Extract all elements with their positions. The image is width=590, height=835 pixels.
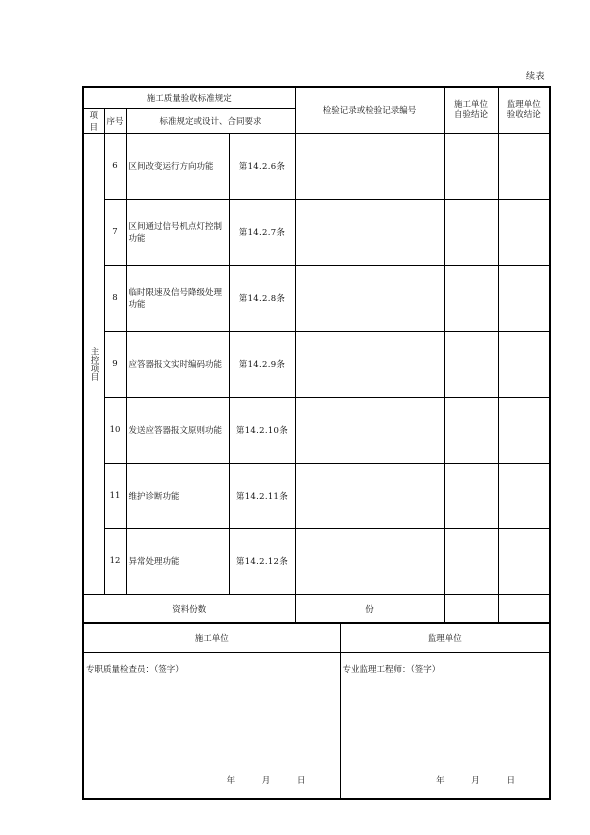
contractor-conclusion-cell[interactable] xyxy=(444,331,498,397)
row-number: 8 xyxy=(104,265,126,331)
table-row xyxy=(83,528,550,594)
row-description: 应答器报文实时编码功能 xyxy=(126,331,229,397)
continued-label: 续表 xyxy=(526,72,546,82)
record-cell[interactable] xyxy=(295,331,444,397)
row-clause: 第14.2.6条 xyxy=(229,133,295,199)
record-column-header: 检验记录或检验记录编号 xyxy=(295,87,444,133)
record-cell[interactable] xyxy=(295,397,444,463)
row-number: 7 xyxy=(104,199,126,265)
supervisor-conclusion-cell[interactable] xyxy=(498,331,550,397)
contractor-conclusion-cell[interactable] xyxy=(444,463,498,528)
row-description: 区间改变运行方向功能 xyxy=(126,133,229,199)
row-clause: 第14.2.11条 xyxy=(229,463,295,528)
supervisor-signature-prompt: 专业监理工程师：（签字） xyxy=(342,665,441,675)
table-row xyxy=(83,463,550,528)
document-count-row xyxy=(83,594,550,623)
supervisor-conclusion-cell[interactable] xyxy=(498,528,550,594)
contractor-conclusion-cell[interactable] xyxy=(444,133,498,199)
contractor-conclusion-cell[interactable] xyxy=(444,397,498,463)
table-row xyxy=(83,265,550,331)
row-description: 维护诊断功能 xyxy=(126,463,229,528)
contractor-signature-area[interactable] xyxy=(83,653,340,800)
row-clause: 第14.2.9条 xyxy=(229,331,295,397)
contractor-conclusion-line2: 自验结论 xyxy=(454,110,489,121)
record-cell[interactable] xyxy=(295,133,444,199)
supervisor-conclusion-line2: 验收结论 xyxy=(506,110,541,121)
contractor-conclusion-cell[interactable] xyxy=(444,265,498,331)
row-number: 9 xyxy=(104,331,126,397)
col-requirement-header: 标准规定或设计、合同要求 xyxy=(126,108,295,133)
supervisor-title: 监理单位 xyxy=(340,623,550,653)
row-number: 11 xyxy=(104,463,126,528)
contractor-conclusion-cell[interactable] xyxy=(444,528,498,594)
col-item-header: 项目 xyxy=(83,108,104,133)
supervisor-conclusion-cell[interactable] xyxy=(498,463,550,528)
document-count-supervisor-cell[interactable] xyxy=(498,594,550,623)
row-clause: 第14.2.8条 xyxy=(229,265,295,331)
supervisor-conclusion-cell[interactable] xyxy=(498,397,550,463)
record-cell[interactable] xyxy=(295,463,444,528)
table-row xyxy=(83,397,550,463)
row-description: 异常处理功能 xyxy=(126,528,229,594)
document-count-unit: 份 xyxy=(295,594,444,623)
record-cell[interactable] xyxy=(295,528,444,594)
supervisor-conclusion-cell[interactable] xyxy=(498,133,550,199)
supervisor-conclusion-cell[interactable] xyxy=(498,265,550,331)
contractor-conclusion-cell[interactable] xyxy=(444,199,498,265)
record-cell[interactable] xyxy=(295,199,444,265)
row-description: 发送应答器报文原则功能 xyxy=(126,397,229,463)
signature-title-row xyxy=(83,623,550,653)
row-number: 10 xyxy=(104,397,126,463)
main-control-label: 主控项目 xyxy=(89,346,99,381)
supervisor-signature-area[interactable] xyxy=(340,653,550,800)
row-description: 区间通过信号机点灯控制功能 xyxy=(126,199,229,265)
row-number: 12 xyxy=(104,528,126,594)
supervisor-conclusion-header xyxy=(498,87,550,133)
row-number: 6 xyxy=(104,133,126,199)
supervisor-conclusion-line1: 监理单位 xyxy=(506,100,541,111)
supervisor-signature-date: 年 月 日 xyxy=(436,776,527,786)
row-clause: 第14.2.7条 xyxy=(229,199,295,265)
contractor-signature-date: 年 月 日 xyxy=(226,776,318,786)
header-row-1 xyxy=(83,87,550,108)
contractor-conclusion-header xyxy=(444,87,498,133)
document-count-label: 资料份数 xyxy=(83,594,295,623)
contractor-signature-prompt: 专职质量检查员：（签字） xyxy=(86,665,184,675)
table-row xyxy=(83,199,550,265)
row-description: 临时限速及信号降级处理功能 xyxy=(126,265,229,331)
row-clause: 第14.2.12条 xyxy=(229,528,295,594)
signature-body-row xyxy=(83,653,550,800)
supervisor-conclusion-cell[interactable] xyxy=(498,199,550,265)
main-control-label-cell xyxy=(83,133,104,594)
row-clause: 第14.2.10条 xyxy=(229,397,295,463)
contractor-title: 施工单位 xyxy=(83,623,340,653)
table-row xyxy=(83,331,550,397)
record-cell[interactable] xyxy=(295,265,444,331)
acceptance-table xyxy=(82,86,551,624)
document-count-contractor-cell[interactable] xyxy=(444,594,498,623)
table-row xyxy=(83,133,550,199)
col-seq-header: 序号 xyxy=(104,108,126,133)
contractor-conclusion-line1: 施工单位 xyxy=(454,100,489,111)
signature-table xyxy=(82,622,551,800)
standard-group-header: 施工质量验收标准规定 xyxy=(83,87,295,108)
